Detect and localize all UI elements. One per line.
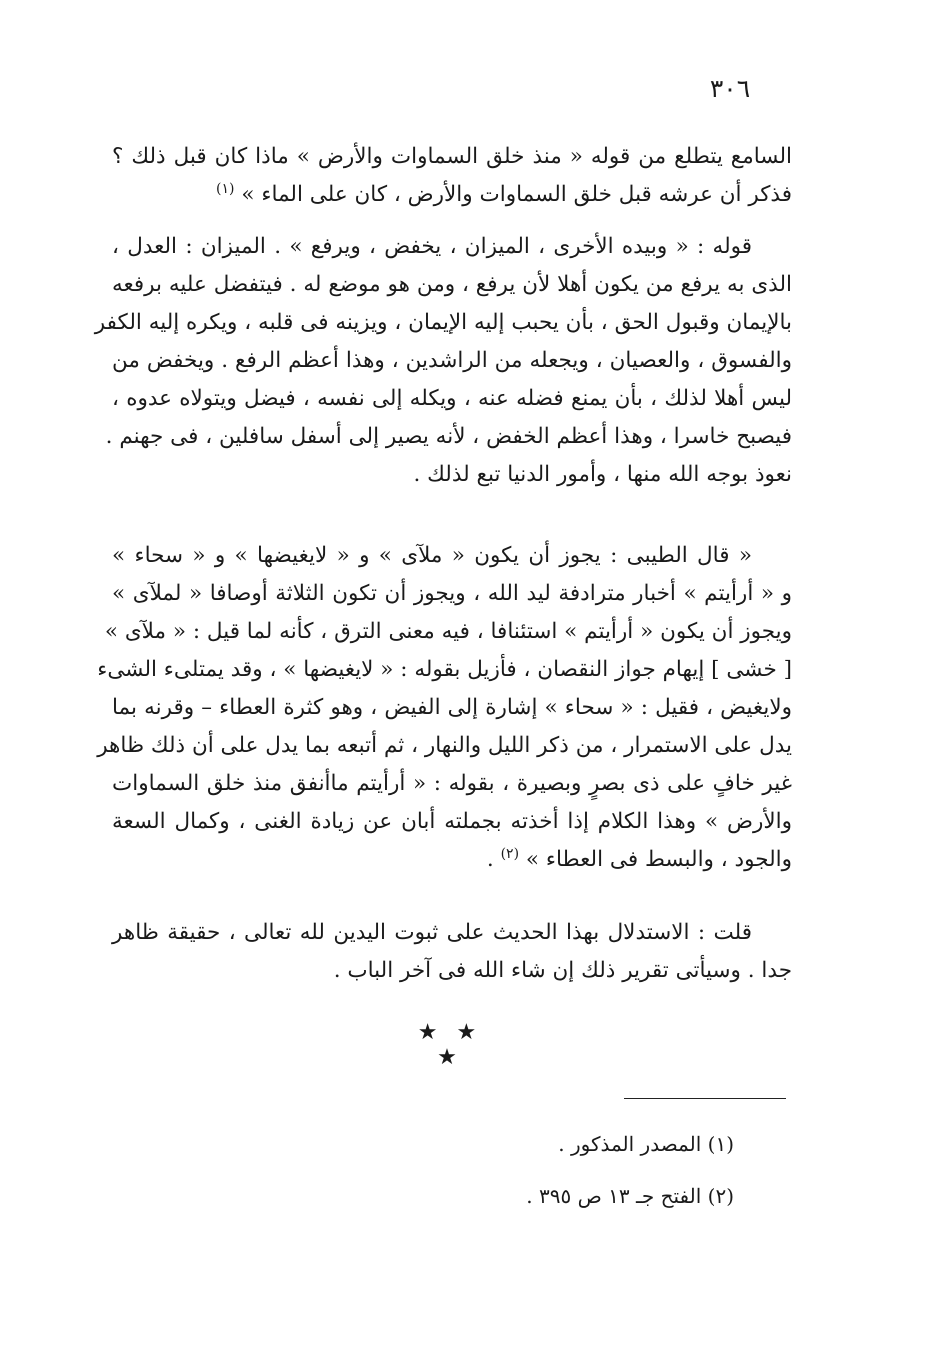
text-line: « قال الطيبى : يجوز أن يكون « ملآى » و « لايغيضها » و « سحاء »: [112, 543, 752, 568]
text-line: [112, 841, 792, 879]
footnotes: [400, 1124, 734, 1228]
paragraph-4: [112, 914, 792, 990]
text-line-content: فذكر أن عرشه قبل خلق السماوات والأرض ، كان على الماء »: [241, 182, 792, 207]
footnote-reference: (٢): [500, 845, 520, 862]
text-line: يدل على الاستمرار ، من ذكر الليل والنهار ، ثم أتبعه بما يدل على أن ذلك ظاهر: [97, 733, 792, 758]
section-separator-stars: ★ ★ ★: [417, 1020, 483, 1070]
text-line: [112, 176, 792, 214]
text-line: [ خشى ] إيهام جواز النقصان ، فأزيل بقوله : « لايغيضها » ، وقد يمتلىء الشىء: [97, 657, 792, 682]
paragraph-1: [112, 138, 792, 214]
text-line-tail: .: [486, 847, 494, 872]
text-line: السامع يتطلع من قوله « منذ خلق السماوات والأرض » ماذا كان قبل ذلك ؟: [112, 144, 792, 169]
footnote-divider: [624, 1098, 786, 1099]
footnote-item: (١) المصدر المذكور .: [558, 1132, 734, 1156]
text-line: جدا . وسيأتى تقرير ذلك إن شاء الله فى آخر الباب .: [333, 958, 792, 983]
text-line: والفسوق ، والعصيان ، ويجعله من الراشدين ، وهذا أعظم الرفع . ويخفض من: [112, 348, 792, 373]
text-line: قلت : الاستدلال بهذا الحديث على ثبوت اليدين لله تعالى ، حقيقة ظاهر: [112, 920, 752, 945]
text-line: غير خافٍ على ذى بصرٍ وبصيرة ، بقوله : « أرأيتم ماأنفق منذ خلق السماوات: [112, 771, 792, 796]
text-line: والأرض » وهذا الكلام إذا أخذته بجملته أبان عن زيادة الغنى ، وكمال السعة: [112, 809, 792, 834]
text-line: ولايغيض ، فقيل : « سحاء » إشارة إلى الفيض ، وهو كثرة العطاء – وقرنه بما: [112, 695, 792, 720]
text-line: ليس أهلا لذلك ، بأن يمنع فضله عنه ، ويكله إلى نفسه ، فيضل ويتولاه عدوه ،: [112, 386, 792, 411]
text-line-content: والجود ، والبسط فى العطاء »: [525, 847, 792, 872]
text-line: و « أرأيتم » أخبار مترادفة ليد الله ، ويجوز أن تكون الثلاثة أوصافا « لملآى »: [112, 581, 792, 606]
text-line: بالإيمان وقبول الحق ، بأن يحبب إليه الإيمان ، ويزينه فى قلبه ، ويكره إليه الكفر: [94, 310, 792, 335]
footnote-item: (٢) الفتح جـ ١٣ ص ٣٩٥ .: [526, 1184, 734, 1208]
text-line: قوله : « وبيده الأخرى ، الميزان ، يخفض ، ويرفع » . الميزان : العدل ،: [112, 234, 752, 259]
paragraph-3: [97, 537, 792, 879]
text-line: نعوذ بوجه الله منها ، وأمور الدنيا تبع لذلك .: [413, 462, 792, 487]
paragraph-2: [94, 228, 792, 494]
footnote-reference: (١): [216, 180, 235, 197]
text-line: الذى به يرفع من يكون أهلا لأن يرفع ، ومن هو موضع له . فيتفضل عليه برفعه: [112, 272, 792, 297]
text-line: ويجوز أن يكون « أرأيتم » استئنافا ، فيه معنى الترق ، كأنه لما قيل : « ملآى »: [104, 619, 792, 644]
text-line: فيصبح خاسرا ، وهذا أعظم الخفض ، لأنه يصير إلى أسفل سافلين ، فى جهنم .: [105, 424, 792, 449]
page-number: ٣٠٦: [709, 74, 751, 103]
